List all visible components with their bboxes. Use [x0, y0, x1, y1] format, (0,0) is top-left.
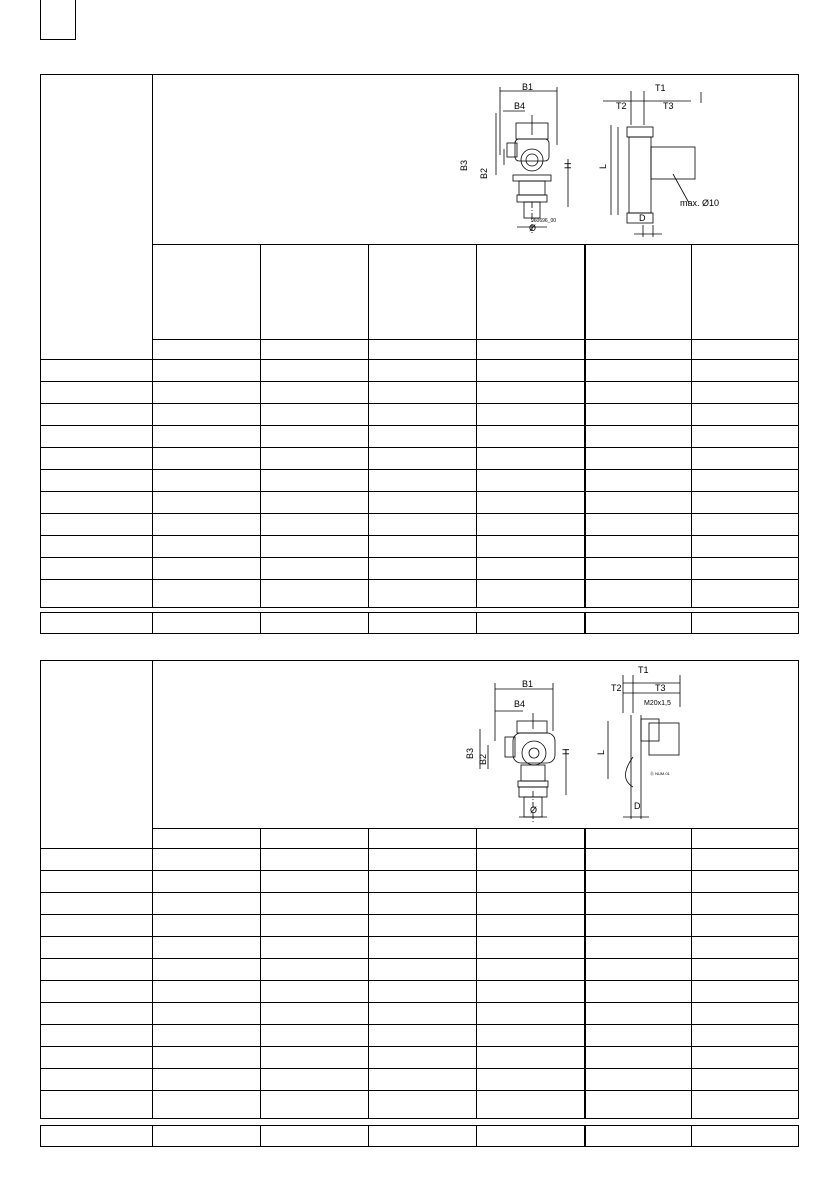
table-row: [41, 893, 799, 915]
table-row: [41, 959, 799, 981]
table-cell: [261, 514, 369, 536]
table-row: [41, 849, 799, 871]
table-cell: [261, 981, 369, 1003]
table-cell: [585, 959, 692, 981]
table-cell: [261, 536, 369, 558]
drawing-cell-1: [153, 75, 799, 245]
table-cell: [585, 1047, 692, 1069]
table-cell: [585, 981, 692, 1003]
table-cell: [261, 470, 369, 492]
footer-cell: [153, 613, 261, 634]
table-cell: [153, 959, 261, 981]
table-cell: [585, 492, 692, 514]
footer-cell: [41, 613, 153, 634]
table-cell: [692, 959, 799, 981]
table-cell: [477, 937, 585, 959]
table-cell: [261, 893, 369, 915]
table-cell: [261, 915, 369, 937]
label-t1: T1: [655, 83, 666, 93]
table-cell: [369, 1069, 477, 1091]
table-row: [41, 514, 799, 536]
table-cell: [692, 404, 799, 426]
footer-row-2: [40, 1125, 799, 1147]
table-cell: [477, 492, 585, 514]
table-cell: [477, 470, 585, 492]
table-row: [41, 536, 799, 558]
table-cell: [585, 937, 692, 959]
table-cell: [477, 360, 585, 382]
table-cell: [585, 871, 692, 893]
table-row: [41, 1047, 799, 1069]
footer-cell: [477, 1126, 585, 1147]
table-row: [41, 360, 799, 382]
table-row: [41, 448, 799, 470]
table-cell: [41, 1003, 153, 1025]
footer-cell: [692, 613, 799, 634]
table-row: [41, 1091, 799, 1119]
table-cell: [692, 1025, 799, 1047]
label-diameter: Ø: [529, 223, 537, 233]
table-cell: [692, 382, 799, 404]
table-cell: [41, 536, 153, 558]
table-cell: [41, 1047, 153, 1069]
unit-cell: [477, 829, 585, 849]
table-cell: [477, 448, 585, 470]
table-cell: [692, 871, 799, 893]
table-cell: [41, 360, 153, 382]
label-h: H: [563, 162, 573, 169]
table-cell: [41, 382, 153, 404]
table-cell: [692, 1047, 799, 1069]
label-l: L: [596, 749, 606, 755]
unit-cell: [585, 340, 692, 360]
table-cell: [477, 580, 585, 608]
table-cell: [585, 580, 692, 608]
table-cell: [477, 1025, 585, 1047]
page-corner-box: [40, 0, 76, 40]
unit-cell: [692, 829, 799, 849]
table-cell: [261, 959, 369, 981]
table-cell: [369, 981, 477, 1003]
table-cell: [477, 981, 585, 1003]
dimensions-table-2: [40, 660, 799, 1119]
label-t2: T2: [616, 101, 627, 111]
label-t3: T3: [655, 683, 666, 693]
table-cell: [153, 981, 261, 1003]
table-cell: [153, 558, 261, 580]
table-cell: [369, 404, 477, 426]
table-cell: [261, 1025, 369, 1047]
table-cell: [41, 915, 153, 937]
table-row: [41, 492, 799, 514]
footer-cell: [261, 613, 369, 634]
column-header: [585, 245, 692, 340]
unit-cell: [153, 340, 261, 360]
table-cell: [153, 849, 261, 871]
column-header: [692, 245, 799, 340]
table-cell: [477, 1047, 585, 1069]
header-label-cell: [41, 75, 153, 360]
dimensions-table-1: [40, 74, 799, 608]
unit-cell: [585, 829, 692, 849]
table-row: [41, 1069, 799, 1091]
table-cell: [369, 580, 477, 608]
table-cell: [261, 360, 369, 382]
table-cell: [41, 981, 153, 1003]
table-cell: [585, 1091, 692, 1119]
footer-cell: [369, 1126, 477, 1147]
label-b1: B1: [522, 82, 534, 92]
table-cell: [41, 470, 153, 492]
label-b3: B3: [465, 747, 475, 759]
table-cell: [261, 849, 369, 871]
table-cell: [153, 1091, 261, 1119]
table-cell: [692, 915, 799, 937]
table-cell: [369, 448, 477, 470]
table-cell: [261, 492, 369, 514]
table-cell: [261, 404, 369, 426]
table-row: [41, 981, 799, 1003]
table-cell: [692, 1069, 799, 1091]
table-cell: [477, 1091, 585, 1119]
footer-cell: [585, 613, 692, 634]
table-cell: [369, 893, 477, 915]
table-cell: [261, 426, 369, 448]
table-cell: [153, 404, 261, 426]
table-cell: [692, 937, 799, 959]
table-cell: [41, 1069, 153, 1091]
table-cell: [369, 871, 477, 893]
label-d: D: [639, 213, 646, 223]
unit-cell: [261, 340, 369, 360]
footer-cell: [369, 613, 477, 634]
table-cell: [692, 1003, 799, 1025]
table-cell: [153, 1069, 261, 1091]
table-cell: [41, 404, 153, 426]
table-row: [41, 937, 799, 959]
table-cell: [692, 981, 799, 1003]
table-cell: [692, 580, 799, 608]
table-cell: [369, 1025, 477, 1047]
table-cell: [153, 448, 261, 470]
table-cell: [692, 492, 799, 514]
pump-drawing-2: [153, 661, 797, 828]
table-cell: [585, 558, 692, 580]
table-cell: [585, 382, 692, 404]
table-cell: [369, 426, 477, 448]
table-cell: [153, 492, 261, 514]
table-row: [41, 1025, 799, 1047]
drawing-code-2: Ⓡ NUM.01: [650, 771, 670, 776]
label-t3: T3: [663, 101, 674, 111]
table-cell: [41, 580, 153, 608]
label-b1: B1: [522, 679, 534, 689]
column-header: [369, 245, 477, 340]
table-cell: [477, 1003, 585, 1025]
table-cell: [369, 937, 477, 959]
table-row: [41, 871, 799, 893]
table-cell: [41, 871, 153, 893]
table-cell: [477, 915, 585, 937]
table-cell: [41, 1025, 153, 1047]
table-cell: [585, 470, 692, 492]
table-cell: [369, 849, 477, 871]
unit-cell: [369, 829, 477, 849]
header-label-cell: [41, 661, 153, 849]
table-cell: [477, 426, 585, 448]
table-cell: [261, 448, 369, 470]
label-t2: T2: [611, 683, 622, 693]
table-cell: [477, 536, 585, 558]
drawing-code-1: 960696_00: [531, 218, 557, 224]
unit-cell: [261, 829, 369, 849]
table-cell: [153, 1025, 261, 1047]
table-cell: [692, 893, 799, 915]
unit-cell: [692, 340, 799, 360]
table-cell: [369, 1091, 477, 1119]
label-b2: B2: [479, 167, 489, 179]
table-cell: [477, 514, 585, 536]
table-cell: [692, 470, 799, 492]
table-cell: [477, 849, 585, 871]
table-cell: [477, 558, 585, 580]
table-cell: [41, 849, 153, 871]
table-cell: [585, 404, 692, 426]
table-cell: [692, 360, 799, 382]
table-cell: [585, 1003, 692, 1025]
label-diameter: Ø: [530, 805, 538, 815]
table-row: [41, 426, 799, 448]
table-cell: [153, 915, 261, 937]
table-cell: [261, 382, 369, 404]
label-b2: B2: [478, 753, 488, 765]
footer-cell: [477, 613, 585, 634]
table-cell: [692, 1091, 799, 1119]
table-row: [41, 382, 799, 404]
table-cell: [585, 849, 692, 871]
label-d: D: [634, 801, 641, 811]
footer-cell: [692, 1126, 799, 1147]
table-cell: [41, 514, 153, 536]
drawing-cell-2: [153, 661, 799, 829]
table-cell: [585, 536, 692, 558]
table-cell: [369, 915, 477, 937]
table-cell: [261, 1047, 369, 1069]
table-cell: [261, 558, 369, 580]
table-cell: [369, 558, 477, 580]
footer-cell: [261, 1126, 369, 1147]
table-cell: [369, 382, 477, 404]
label-max-diameter: max. Ø10: [680, 198, 720, 208]
table-row: [41, 580, 799, 608]
table-cell: [41, 492, 153, 514]
table-cell: [153, 1003, 261, 1025]
table-row: [41, 558, 799, 580]
table-cell: [153, 1047, 261, 1069]
label-b4: B4: [514, 699, 526, 709]
table-cell: [153, 360, 261, 382]
table-cell: [153, 536, 261, 558]
table-cell: [477, 382, 585, 404]
label-b3: B3: [459, 159, 469, 171]
table-row: [41, 470, 799, 492]
table-cell: [692, 558, 799, 580]
footer-cell: [585, 1126, 692, 1147]
table-cell: [692, 849, 799, 871]
table-cell: [477, 1069, 585, 1091]
table-cell: [153, 514, 261, 536]
table-cell: [153, 426, 261, 448]
pump-drawing-1: [153, 75, 797, 244]
table-cell: [477, 893, 585, 915]
table-cell: [261, 1003, 369, 1025]
table-cell: [585, 1069, 692, 1091]
table-cell: [153, 382, 261, 404]
table-cell: [369, 470, 477, 492]
table-cell: [41, 558, 153, 580]
unit-cell: [477, 340, 585, 360]
table-cell: [692, 536, 799, 558]
table-cell: [369, 1003, 477, 1025]
table-cell: [41, 937, 153, 959]
table-cell: [692, 448, 799, 470]
table-cell: [369, 536, 477, 558]
table-cell: [477, 404, 585, 426]
table-cell: [41, 893, 153, 915]
table-cell: [41, 448, 153, 470]
table-cell: [369, 360, 477, 382]
table-cell: [585, 893, 692, 915]
unit-cell: [153, 829, 261, 849]
table-cell: [153, 893, 261, 915]
table-cell: [369, 959, 477, 981]
table-cell: [261, 1091, 369, 1119]
table-cell: [369, 514, 477, 536]
column-header: [153, 245, 261, 340]
table-cell: [261, 937, 369, 959]
table-row: [41, 915, 799, 937]
table-cell: [585, 360, 692, 382]
footer-row-1: [40, 612, 799, 634]
table-cell: [41, 959, 153, 981]
table-cell: [477, 871, 585, 893]
table-cell: [585, 1025, 692, 1047]
table-cell: [477, 959, 585, 981]
column-header: [261, 245, 369, 340]
table-cell: [153, 871, 261, 893]
table-cell: [41, 1091, 153, 1119]
table-cell: [585, 915, 692, 937]
table-cell: [692, 514, 799, 536]
table-cell: [261, 580, 369, 608]
label-b4: B4: [514, 101, 526, 111]
table-cell: [261, 1069, 369, 1091]
column-header: [477, 245, 585, 340]
unit-cell: [369, 340, 477, 360]
table-cell: [261, 871, 369, 893]
footer-cell: [41, 1126, 153, 1147]
label-t1: T1: [638, 665, 649, 675]
table-cell: [41, 426, 153, 448]
label-h: H: [561, 748, 571, 755]
table-row: [41, 1003, 799, 1025]
table-cell: [153, 937, 261, 959]
table-cell: [369, 492, 477, 514]
table-cell: [585, 426, 692, 448]
table-cell: [153, 580, 261, 608]
footer-cell: [153, 1126, 261, 1147]
table-cell: [585, 448, 692, 470]
label-l: L: [598, 163, 608, 169]
table-row: [41, 404, 799, 426]
table-cell: [369, 1047, 477, 1069]
table-cell: [692, 426, 799, 448]
table-cell: [153, 470, 261, 492]
label-thread: M20x1,5: [644, 700, 671, 707]
table-cell: [585, 514, 692, 536]
